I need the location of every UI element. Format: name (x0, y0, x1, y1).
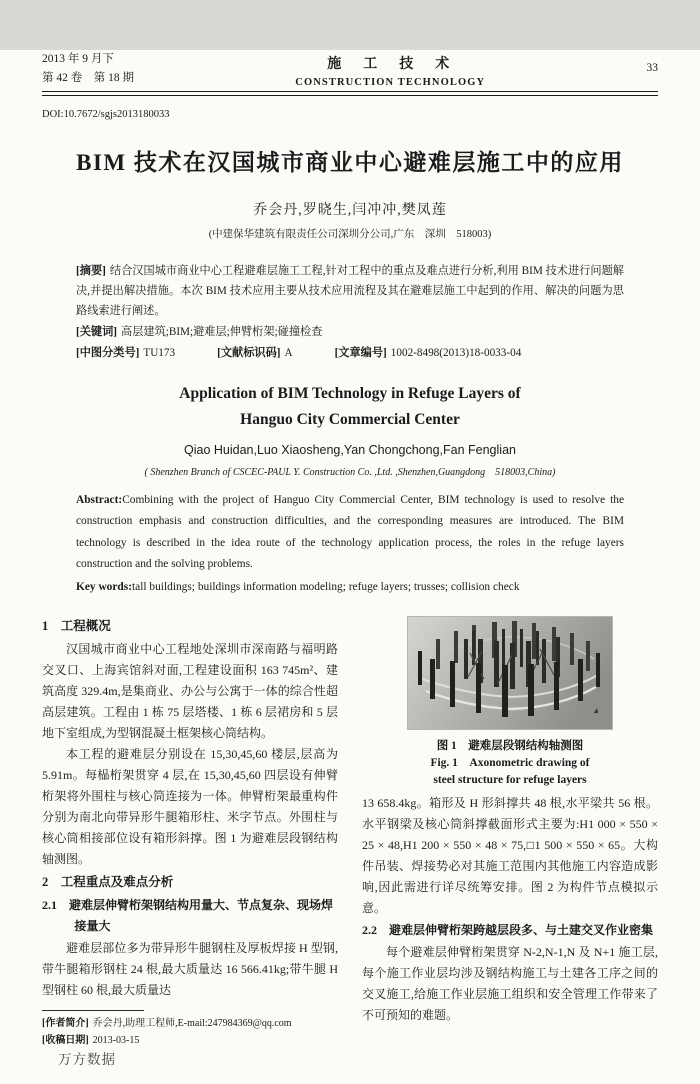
doi-line: DOI:10.7672/sgjs2013180033 (42, 108, 170, 120)
header-date: 2013 年 9 月下 (42, 53, 114, 65)
section-1-paragraph-1: 汉国城市商业中心工程地处深圳市深南路与福明路交叉口、上海宾馆斜对面,工程建设面积 163 745m²、建筑高度 329.4m,是集商业、办公与公寓于一体的综合性超高层建筑。工程由 1 栋 75 层塔楼、1 栋 6 层裙房和 5 层地下室组成,为型钢混凝土框架核心筒结构。 (42, 642, 338, 740)
page-number: 33 (646, 62, 658, 74)
journal-name (295, 53, 485, 88)
figure1-image (407, 616, 613, 730)
footnote-author-bio (42, 1016, 338, 1033)
article-title-en-line2: Hanguo City Commercial Center (240, 410, 460, 428)
header-rule (42, 91, 658, 96)
keywords-cn (76, 322, 624, 342)
abstract-text-en: Combining with the project of Hanguo City Commercial Center, BIM technology is used to resolve the construction emphasis and construction difficulties, and the corresponding measures are introduced. The BIM technology is described in the idea route of the technology application process, the roles in the refuge layers construction and the solving problems. (76, 493, 624, 570)
footnote-author-bio-text: 乔会丹,助理工程师,E-mail:247984369@qq.com (92, 1018, 292, 1029)
clc-group (76, 343, 175, 363)
abstract-en (76, 490, 624, 576)
abstract-label-cn: [摘要] (76, 264, 106, 277)
abstract-label-en: Abstract: (76, 493, 123, 506)
left-column (42, 614, 338, 1049)
doc-code-value: A (284, 346, 293, 359)
wanfang-watermark: 万方数据 (58, 1052, 116, 1067)
article-title-cn: BIM 技术在汉国城市商业中心避难层施工中的应用 (76, 149, 624, 175)
authors-cn: 乔会丹,罗晓生,闫冲冲,樊凤莲 (253, 202, 447, 218)
footnote-received-date-label: [收稿日期] (42, 1034, 89, 1046)
article-id-group (335, 343, 522, 363)
section-1-heading: 1 工程概况 (42, 619, 111, 633)
affiliation-cn: (中建保华建筑有限责任公司深圳分公司,广东 深圳 518003) (208, 228, 492, 240)
figure1-caption-en-line2: steel structure for refuge layers (433, 774, 587, 786)
footnote-author-bio-label: [作者简介] (42, 1018, 89, 1029)
article-id-value: 1002-8498(2013)18-0033-04 (390, 346, 522, 359)
abstract-block-en (76, 490, 624, 599)
right-column (362, 614, 658, 1049)
keywords-text-cn: 高层建筑;BIM;避难层;伸臂桁架;碰撞检查 (121, 325, 323, 338)
keywords-label-cn: [关键词] (76, 325, 118, 338)
footnote-block (42, 1010, 338, 1049)
affiliation-en: ( Shenzhen Branch of CSCEC-PAUL Y. Construction Co. ,Ltd. ,Shenzhen,Guangdong 518003,China) (144, 466, 556, 478)
journal-name-en: CONSTRUCTION TECHNOLOGY (295, 77, 486, 88)
header-issue-info (42, 50, 134, 88)
section-2-2-heading: 2.2 避难层伸臂桁架跨越层段多、与土建交叉作业密集 (362, 923, 654, 937)
authors-en: Qiao Huidan,Luo Xiaosheng,Yan Chongchong,Fan Fenglian (184, 442, 516, 457)
article-title-en (0, 381, 700, 433)
section-2-1-heading: 2.1 避难层伸臂桁架钢结构用量大、节点复杂、现场焊接量大 (42, 898, 334, 933)
clc-label: [中图分类号] (76, 346, 140, 359)
figure1-caption-en-line1: Fig. 1 Axonometric drawing of (430, 757, 590, 769)
doc-code-group (217, 343, 292, 363)
article-title-en-line1: Application of BIM Technology in Refuge Layers of (179, 384, 521, 402)
article-id-label: [文章编号] (334, 346, 387, 359)
journal-name-cn: 施 工 技 术 (327, 57, 454, 72)
page-header (42, 50, 658, 88)
section-2-heading: 2 工程重点及难点分析 (42, 875, 174, 889)
section-2-1-paragraph: 避难层部位多为带异形牛腿钢柱及厚板焊接 H 型钢,带牛腿箱形钢柱 24 根,最大质量达 16 566.41kg;带牛腿 H 型钢柱 60 根,最大质量达 (42, 941, 338, 997)
footnote-received-date-text: 2013-03-15 (92, 1034, 140, 1046)
keywords-label-en: Key words: (76, 580, 132, 593)
figure1-caption-cn: 图 1 避难层段钢结构轴测图 (436, 740, 584, 752)
footnote-received-date (42, 1033, 338, 1050)
footnote-rule (42, 1010, 144, 1011)
doc-code-label: [文献标识码] (217, 346, 281, 359)
clc-value: TU173 (143, 346, 176, 359)
body-columns (42, 614, 658, 1049)
section-2-2-paragraph: 每个避难层伸臂桁架贯穿 N-2,N-1,N 及 N+1 施工层,每个施工作业层均涉及钢结构施工与土建各工序之间的交叉施工,给施工作业层施工组织和安全管理工作带来了不可预知的难题。 (362, 945, 658, 1022)
classification-row (76, 343, 624, 363)
abstract-block-cn (76, 261, 624, 363)
keywords-text-en: tall buildings; buildings information modeling; refuge layers; trusses; collision check (132, 580, 520, 593)
section-2-1-paragraph-continued: 13 658.4kg。箱形及 H 形斜撑共 48 根,水平梁共 56 根。水平钢梁及核心筒斜撑截面形式主要为:H1 000 × 550 × 25 × 48,H1 200 × 550 × 48 × 75,□1 500 × 550 × 65。大构件吊装、焊接势必对其施工范围内其他施工内容造成影响,因此需进行详尽统筹安排。图 2 为构件节点模拟示意。 (362, 796, 658, 915)
abstract-cn (76, 261, 624, 321)
header-volume-issue: 第 42 卷 第 18 期 (42, 72, 134, 84)
abstract-text-cn: 结合汉国城市商业中心工程避难层施工工程,针对工程中的重点及难点进行分析,利用 BIM 技术进行问题解决,并提出解决措施。本次 BIM 技术应用主要从技术应用流程及其在避难层施工中起到的作用、解决的问题为思路线索进行阐述。 (76, 264, 624, 317)
section-1-paragraph-2: 本工程的避难层分别设在 15,30,45,60 楼层,层高为 5.91m。每榀桁架贯穿 4 层,在 15,30,45,60 四层设有伸臂桁架将外围柱与核心筒连接为一体。伸臂桁架最重构件分别为南北向带异形牛腿箱形柱、米字节点。外围柱与核心筒相接部位设有箱形斜撑。图 1 为避难层段钢结构轴测图。 (42, 747, 338, 866)
journal-page (0, 50, 700, 1084)
figure1 (362, 616, 658, 789)
keywords-en (76, 577, 624, 599)
